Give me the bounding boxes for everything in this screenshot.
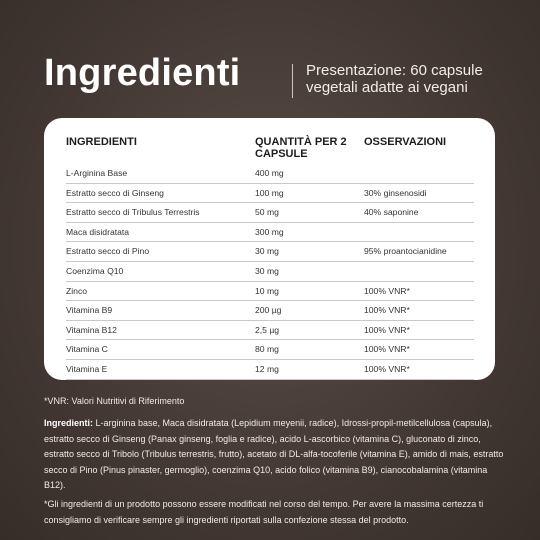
ingredient-note: 95% proantocianidine [364,246,447,257]
ingredients-label: Ingredienti: [44,418,93,428]
table-row [66,262,474,282]
vnr-footnote: *VNR: Valori Nutritivi di Riferimento [44,396,185,406]
ingredient-note: 100% VNR* [364,324,410,335]
ingredients-table-card [44,118,495,380]
presentation-text: Presentazione: 60 capsule vegetali adatte ai vegani [306,62,483,96]
ingredient-name: Estratto secco di Pino [66,246,150,257]
table-row [66,321,474,341]
table-row [66,223,474,243]
header-notes: OSSERVAZIONI [364,136,447,148]
header-quantity: QUANTITÀ PER 2 CAPSULE [255,136,347,160]
ingredient-quantity: 50 mg [255,207,279,218]
ingredient-note: 100% VNR* [364,285,410,296]
table-row [66,184,474,204]
ingredient-quantity: 12 mg [255,363,279,374]
table-row [66,242,474,262]
table-row [66,301,474,321]
ingredient-quantity: 2,5 µg [255,324,280,335]
disclaimer-text: *Gli ingredienti di un prodotto possono essere modificati nel corso del tempo. Per avere la massima certezza ti consigliamo di verificare sempre gli ingredienti riportati sulla confezione stessa del prodotto. [44,499,484,525]
table-row [66,164,474,184]
ingredient-note: 100% VNR* [364,344,410,355]
ingredient-name: Vitamina B12 [66,324,117,335]
ingredient-quantity: 200 µg [255,305,282,316]
ingredient-note: 100% VNR* [364,305,410,316]
ingredient-name: Maca disidratata [66,226,130,237]
ingredient-name: Coenzima Q10 [66,265,124,276]
header-divider [292,64,293,98]
ingredient-quantity: 80 mg [255,344,279,355]
ingredient-quantity: 100 mg [255,187,284,198]
table-row [66,360,474,380]
ingredients-body: L-arginina base, Maca disidratata (Lepidium meyenii, radice), Idrossi-propil-metilcellulosa (capsula), estratto secco di Ginseng (Panax ginseng, foglia e radice), acido L-ascorbico (vitamina C), gluconato di zinco, estratto secco di Tribolo (Tribulus terrestris, frutto), acetato di DL-alfa-tocoferile (vitamina E), amido di mais, estratto secco di Pino (Pinus pinaster, germoglio), coenzima Q10, acido folico (vitamina B9), cianocobalamina (vitamina B12). [44,418,504,490]
ingredient-quantity: 400 mg [255,168,284,178]
table-row [66,203,474,223]
ingredient-name: Zinco [66,285,88,296]
page-title: Ingredienti [44,52,241,94]
table-row [66,282,474,302]
ingredient-name: Estratto secco di Ginseng [66,187,164,198]
ingredient-name: Estratto secco di Tribulus Terrestris [66,207,200,218]
ingredient-name: Vitamina C [66,344,108,355]
ingredient-quantity: 30 mg [255,246,279,257]
ingredient-note: 100% VNR* [364,363,410,374]
ingredient-name: Vitamina E [66,363,108,374]
ingredient-quantity: 300 mg [255,226,284,237]
ingredient-note: 40% saponine [364,207,419,218]
ingredient-note: 30% ginsenosidi [364,187,427,198]
ingredients-paragraph [44,416,506,494]
table-body [66,164,474,380]
ingredient-name: L-Arginina Base [66,168,128,178]
header-ingredients: INGREDIENTI [66,136,137,148]
ingredient-name: Vitamina B9 [66,305,113,316]
ingredient-quantity: 30 mg [255,265,279,276]
ingredient-quantity: 10 mg [255,285,279,296]
table-row [66,340,474,360]
